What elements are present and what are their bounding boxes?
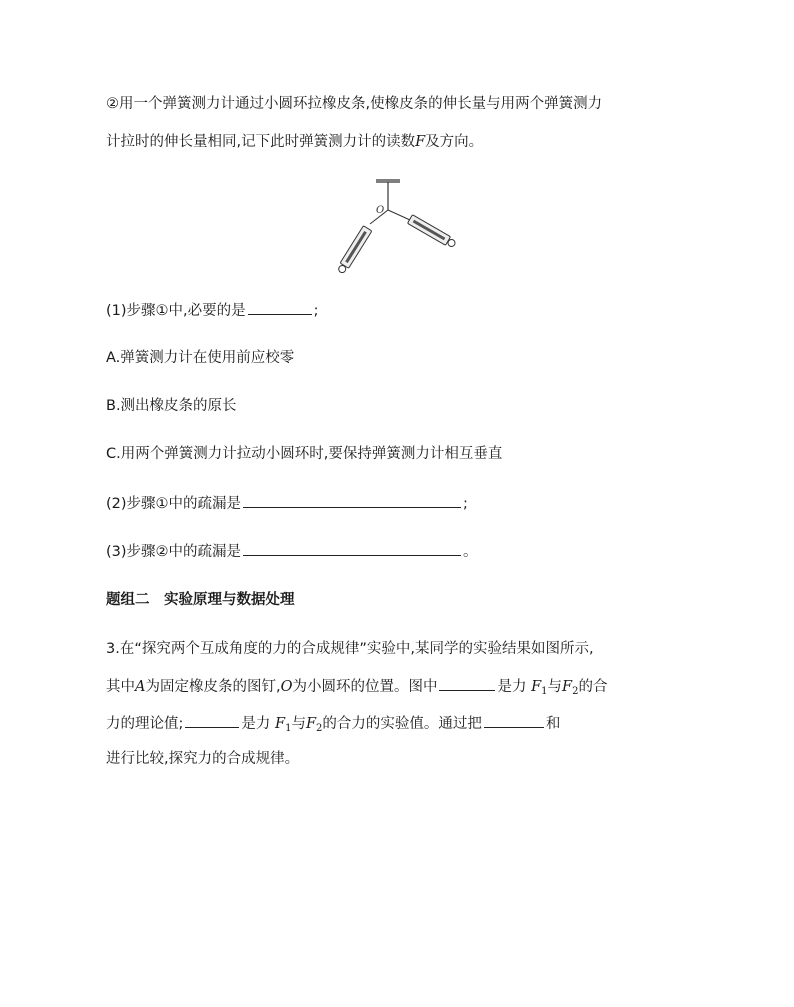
p3-text: 为固定橡皮条的图钉,	[145, 679, 281, 695]
subscript-1: 1	[541, 686, 548, 697]
f-letter: F	[531, 679, 542, 695]
f1-symbol	[531, 679, 547, 695]
q2-line	[106, 493, 468, 514]
f1-symbol	[275, 716, 291, 732]
p3-text: 力的理论值;	[106, 716, 184, 732]
p3-text: 与	[291, 716, 306, 732]
p3-line-1	[106, 639, 594, 659]
spring-scale-figure	[326, 172, 466, 274]
q2-answer-blank[interactable]	[243, 493, 461, 508]
left-spring-scale	[336, 210, 388, 274]
q1-line	[106, 300, 319, 321]
point-o-label: O	[376, 205, 385, 216]
p3-text: 其中	[106, 679, 135, 695]
q3-line	[106, 541, 478, 562]
step2-line-1	[106, 94, 602, 114]
p3-text: 与	[547, 679, 563, 695]
q1-prompt: (1)步骤①中,必要的是	[106, 303, 246, 319]
p3-blank-1[interactable]	[439, 676, 495, 691]
step2-text-2a: 计拉时的伸长量相同,记下此时弹簧测力计的读数	[106, 134, 416, 150]
p3-line-4	[106, 749, 299, 769]
subscript-1: 1	[285, 723, 292, 734]
p3-line-3	[106, 713, 560, 739]
q1-option-a	[106, 348, 294, 368]
p3-text: 和	[545, 716, 561, 732]
step2-text-1: ②用一个弹簧测力计通过小圆环拉橡皮条,使橡皮条的伸长量与用两个弹簧测力	[106, 96, 603, 112]
f2-symbol	[306, 716, 322, 732]
q3-prompt: (3)步骤②中的疏漏是	[106, 544, 242, 560]
option-c-text: C.用两个弹簧测力计拉动小圆环时,要保持弹簧测力计相互垂直	[106, 446, 503, 462]
f-letter: F	[562, 679, 573, 695]
p3-line-2	[106, 676, 607, 702]
subscript-2: 2	[316, 723, 323, 734]
p3-text: 为小圆环的位置。图中	[292, 679, 438, 695]
q3-end: 。	[463, 544, 478, 560]
p3-text: 是力	[497, 679, 527, 695]
q1-end: ;	[313, 303, 319, 319]
q1-option-c	[106, 444, 502, 464]
step2-text-2b: 及方向。	[425, 134, 484, 150]
option-a-text: A.弹簧测力计在使用前应校零	[106, 350, 295, 366]
step2-line-2	[106, 132, 483, 152]
right-spring-scale	[388, 210, 457, 249]
f-letter: F	[275, 716, 286, 732]
force-f-symbol: F	[415, 134, 426, 150]
subscript-2: 2	[572, 686, 579, 697]
p3-blank-3[interactable]	[484, 713, 544, 728]
p3-text: 的合	[578, 679, 608, 695]
p3-text: 是力	[241, 716, 271, 732]
point-a-symbol: A	[135, 679, 146, 695]
point-o-symbol: O	[280, 679, 293, 695]
p3-text-4: 进行比较,探究力的合成规律。	[106, 751, 300, 767]
f2-symbol	[562, 679, 578, 695]
q3-answer-blank[interactable]	[243, 541, 461, 556]
p3-blank-2[interactable]	[185, 713, 239, 728]
p3-text: 的合力的实验值。通过把	[322, 716, 482, 732]
section-title: 题组二 实验原理与数据处理	[106, 592, 295, 608]
q1-answer-blank[interactable]	[248, 300, 312, 315]
section-heading	[106, 590, 295, 610]
f-letter: F	[305, 716, 316, 732]
p3-text-1: 3.在“探究两个互成角度的力的合成规律”实验中,某同学的实验结果如图所示,	[106, 641, 594, 657]
q2-prompt: (2)步骤①中的疏漏是	[106, 496, 242, 512]
q2-end: ;	[463, 496, 468, 512]
option-b-text: B.测出橡皮条的原长	[106, 398, 237, 414]
q1-option-b	[106, 396, 237, 416]
